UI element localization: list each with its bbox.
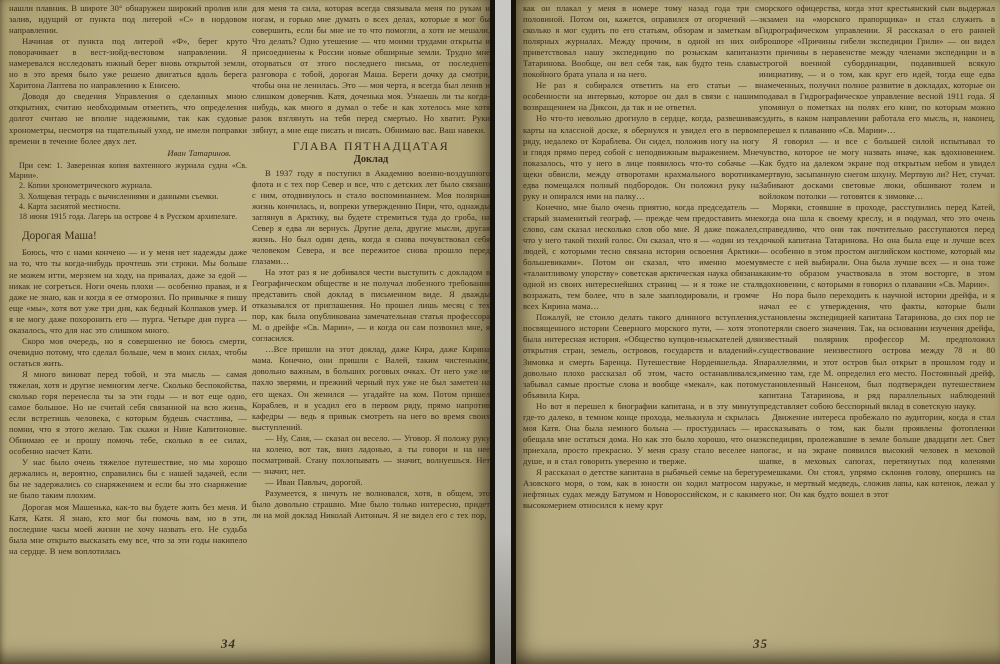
paragraph: Разумеется, я ничуть не волновался, хотя, в общем, это было довольно страшно. Мне было только интересно, придет ли на мой доклад Николай Антоныч. Я не видел его с тех пор, [252, 487, 490, 521]
paragraph: Скоро моя очередь, но я совершенно не боюсь смерти, очевидно потому, что сделал больше, чем в моих силах, чтобы остаться жить. [9, 335, 247, 368]
page-right-column-1 [523, 0, 759, 646]
page-right-column-2 [759, 0, 995, 646]
paragraph: Конечно, мне было очень приятно, когда председатель — старый знаменитый географ, — прежде чем предоставить мне слово, сам сказал несколько слов обо мне. Я даже пожалел, что у него такой тихий голос. Он сказал, что я — «один из тех людей, с которыми тесно связана история освоения Арктики большевиками». Потом он сказал, что именно моему «талантливому упорству» советская арктическая наука обязана одной из своих интереснейших страниц — и я тоже не стал возражать, тем более, что в зале зааплодировали, и громче всех Кирина мама… [523, 201, 759, 312]
paragraph: …Все пришли на этот доклад, даже Кира, даже Кирина мама. Конечно, они пришли с Валей, таким чистеньким, довольно важным, в больших роговых очках. От него уже не пахло зверями, и прежний черный пух уже не был заметен на его щеках. Он женился — угадайте на ком. Потом пришел Кораблев, и я усадил его в первом ряду, прямо напротив кафедры — ведь я привык смотреть на него во время своих выступлений. [252, 344, 490, 432]
attachment-item: 4. Карта заснятой местности. [19, 201, 121, 211]
paragraph-continuation: как он плакал у меня в номере тому назад года три с половиной. Потом он, кажется, оправился от огорчений — сколько я мог судить по его статьям, обзорам и заметкам в полярных журналах. Между прочим, в одной из них он приветствовал нашу экспедицию по розыскам капитана Татаринова. Вообще, он вел себя так, как будто тень славы покойного брата упала и на него. [523, 3, 759, 80]
paragraph: В 1937 году я поступил в Академию военно-воздушного флота и с тех пор Север и все, что с детских лет было связано с ним, отодвинулось и стало воспоминанием. Моя полярная жизнь кончилась, и, вопреки утверждению Пири, что, однажды заглянув в Арктику, вы будете стремиться туда до гроба, на Север я едва ли вернусь. Другие дела, другие мысли, другая жизнь. Но был один день, когда я снова почувствовал себя человеком Севера, и все пережитое снова прошло перед глазами… [252, 167, 490, 266]
paragraph: Моряки, стоявшие в проходе, расступились перед Катей, когда она шла к своему креслу, и я подумал, что это очень справедливо, что они так почтительно расступаются перед дочкой капитана Татаринова. Но она была еще и лучше всех — особенно в этом простом английском костюме, который мы вместе с ней выбирали. Она была лучше всех — и она тоже каким-то образом участвовала в этом восторге, в этом вдохновении, с которыми я говорил о плавании «Св. Марии». [759, 201, 995, 290]
page-number: 35 [753, 636, 768, 651]
paragraph-continuation: для меня та сила, которая всегда связывала меня по рукам и ногам, и горько мне думать о всех делах, которые я мог бы совершить, если бы мне не то что помогли, а хотя не мешали. Что делать? Одно утешение — что моими трудами открыты и присоединены к России новые обширные земли. Трудно мне оторваться от этого последнего письма, от последнего разговора с тобой, дорогая Маша. Береги дочку да смотри, чтобы она не ленилась. Это — моя черта, я всегда был ленив и слишком доверчив. Катя, доченька моя. Узнаешь ли ты когда-нибудь, как много я думал о тебе и как хотелось мне хотя разок взглянуть на тебя перед смертью. Но хватит. Руки зябнут, а мне еще писать и писать. Обнимаю вас. Ваш навеки. [252, 3, 490, 135]
chapter-subheading: Доклад [353, 153, 389, 165]
page-left-column-2 [252, 0, 490, 646]
attachment-item: 3. Холщевая тетрадь с вычислениями и данными съемки. [19, 191, 219, 201]
page-left [0, 0, 495, 664]
paragraph: На этот раз я не добивался чести выступить с докладом в Географическом обществе и не получал любезного требования представить свой доклад в письменном виде. Я дважды отказывался от приглашения. Но прошел лишь месяц с тех пор, как была опубликована замечательная статья профессора М. о дрейфе «Св. Марии», — и когда он сам позвонил мне, я согласился. [252, 266, 490, 344]
attachment-item: 18 июня 1915 года. Лагерь на острове 4 в Русском архипелаге. [19, 212, 238, 222]
page-left-column-1 [9, 0, 247, 646]
paragraph: — Ну, Саня, — сказал он весело. — Уговор. Я положу руку на колено, вот так, вниз ладонью, а ты говори и на нее посматривай. Стану похлопывать — значит, волнуешься. Нет — значит, нет. [252, 432, 490, 476]
paragraph: Но что-то невольно дрогнуло в сердце, когда, развешивая карты на классной доске, я обернулся и увидел его в первом ряду, недалеко от Кораблева. Он сидел, положив ногу на ногу и глядя прямо перед собой с неподвижным выражением. Мне показалось, что у него в лице появилось что-то собачье — щеки обвисли, между отворотами крахмального воротника едва помещался полный подбородок. Он положил руку на руку и опирался ими на палку… [523, 113, 759, 201]
page-gutter [495, 0, 511, 664]
paragraph: Начиная от пункта под литерой «Ф», берег круто поворачивает в вест-зюйд-вестовом направлении. Я намеревался исследовать южный берег вновь открытой земли, но в это время было уже решено двигаться вдоль берега Харитона Лаптева по направлению к Енисею. [9, 36, 247, 91]
paragraph: Я рассказал о детстве капитана в рыбачьей семье на берегу Азовского моря, о том, как в юности он ходил матросом на нефтяных судах между Батумом и Новороссийском, и с каким высокомерием относился к нему круг [523, 466, 759, 511]
signature: Иван Татаринов. [167, 147, 231, 158]
page-number: 34 [221, 636, 236, 651]
attachment-item: 2. Копии хронометрического журнала. [19, 181, 153, 191]
paragraph: Я много виноват перед тобой, и эта мысль — самая тяжелая, хотя и другие немногим легче. Сколько беспокойства, сколько горя перенесла ты за эти годы — и вот еще одно, самое большое. Но не считай себя связанной на всю жизнь, если встретишь человека, с которым будешь счастлива, — помни, что я этого желаю. Так скажи и Нине Капитоновне. Обнимаю ее и прошу помочь тебе, сколько в ее силах, особенно насчет Кати. [9, 368, 247, 457]
paragraph: Я говорил — и все с большей силой испытывал то чувство, которое не могу назвать иначе, как вдохновением. Как будто на далеком экране под открытым небом я увидел мертвую, засыпанную снегом шхуну. Мертвую ли? Нет, стучат. Забивают досками световые люки, обшивают толем и войлоком потолки — готовятся к зимовке… [759, 135, 995, 201]
paragraph: У нас было очень тяжелое путешествие, но мы хорошо держались и, вероятно, справились бы с нашей задачей, если бы не задержались со снаряжением и если бы это снаряжение не было таким плохим. [9, 457, 247, 501]
paragraph: Доводя до сведения Управления о сделанных мною открытиях, считаю необходимым отметить, что определения долгот считаю не вполне надежными, так как судовые хронометры, несмотря на тщательный уход, не имели поправки времени в течение более двух лет. [9, 91, 247, 146]
paragraph: Боюсь, что с нами кончено — и у меня нет надежды даже на то, что ты когда-нибудь прочтешь эти строки. Мы больше не можем итти, мерзнем на ходу, на привалах, даже за едой — никак не согреться. Ноги очень плохи — особенно правая, и я даже не знаю, как и когда я ее отморозил. По привычке я пишу еще «мы», хотя вот уже три дня, как бедный Колпаков умер. И я не могу даже похоронить его — пурга. Четыре дня пурга — оказалось, что для нас это слишком много. [9, 247, 247, 335]
paragraph: Но вот я перешел к биографии капитана, и в эту минуту где-то далеко, в темном конце прохода, мелькнула и скрылась моя Катя. Она была немного больна — простудилась — и обещала мне остаться дома. Но как это было хорошо, что она приехала, просто прекрасно. У меня сразу стало веселее на душе, и я стал говорить уверенно и тверже. [523, 400, 759, 466]
paragraph: Движение интереса пробежало по аудитории, когда я стал рассказывать о том, как были проявлены фотопленки экспедиции, пролежавшие в земле больше двадцати лет. Свет погас, и на экране появился высокий человек в меховой шапке, в меховых сапогах, перетянутых под коленями ремешками. Он стоял, упрямо склонив голову, опершись на ружье, и мертвый медведь, сложив лапы, как котенок, лежал у его ног. Он как будто вошел в этот [759, 411, 995, 500]
paragraph-continuation: нашли плавник. В широте 30° обнаружен широкий пролив или залив, идущий от пункта под литерой «С» в нордовом направлении. [9, 3, 247, 36]
attachment-item: При сем: 1. Заверенная копия вахтенного журнала судна «Св. Марии». [9, 160, 247, 180]
paragraph: — Иван Павлыч, дорогой. [265, 476, 363, 487]
chapter-heading: ГЛАВА ПЯТНАДЦАТАЯ [292, 138, 450, 153]
paragraph: Дорогая моя Машенька, как-то вы будете жить без меня. И Катя, Катя. Я знаю, кто мог бы помочь вам, но в эти, последние часы моей жизни не хочу назвать его. Не судьба была мне открыто высказать ему все, что за эти годы накипело на сердце. В нем воплотилась [9, 501, 247, 556]
paragraph-continuation: морского офицерства, когда этот крестьянский сын выдержал экзамен на «морского прапорщика» и стал служить в Гидрографическом управлении. Я рассказал о его ранней брошюре «Причины гибели экспедиции Грили» — он видел эти причины в неравенстве между членами экспедиции и в строгой военной субординации, подавившей всякую инициативу, — и о том, как круг его идей, тогда еще едва намеченных, получил полное развитие в докладах, которые он подавал в Гидрографическое управление весной 1911 года. Я упомянул о пометках на полях его книг, по которым можно судить, в каком направлении работала его мысль, и, наконец, перешел к плаванию «Св. Марии»… [759, 3, 995, 135]
letter-salutation: Дорогая Маша! [22, 230, 97, 243]
paragraph: Не раз я собирался ответить на его статьи — в особенности на интервью, которое он дал в связи с нашим возвращением на Диксон, да так и не ответил. [523, 80, 759, 113]
paragraph: Пожалуй, не стоило делать такого длинного вступления, посвященного истории Северного морского пути, — хотя это была интересная история. «Общество купцов-изыскателей для открытия стран, земель, островов, государств и владений». Зимовка и смерть Баренца. Путешествие Норденшельда. Я довольно плохо рассказал об этом, часто останавливался, забывал самые простые слова и вообще «мекал», как потом объявила Кира. [523, 312, 759, 400]
paragraph: Но пора было переходить к научной истории дрейфа, и я начал ее с утверждения, что факты, которые были установлены экспедицией капитана Татаринова, до сих пор не потеряли своего значения. Так, на основании изучения дрейфа, известный полярник профессор М. предположил существование неизвестного острова между 78 и 80 параллелями, и этот остров был открыт в прошлом году и именно там, где М. определил его место. Постоянный дрейф, установленный Нансеном, был подтвержден путешествием капитана Татаринова, и ряд параллельных наблюдений представляет собою бесспорный вклад в советскую науку. [759, 290, 995, 411]
page-right [511, 0, 1000, 664]
